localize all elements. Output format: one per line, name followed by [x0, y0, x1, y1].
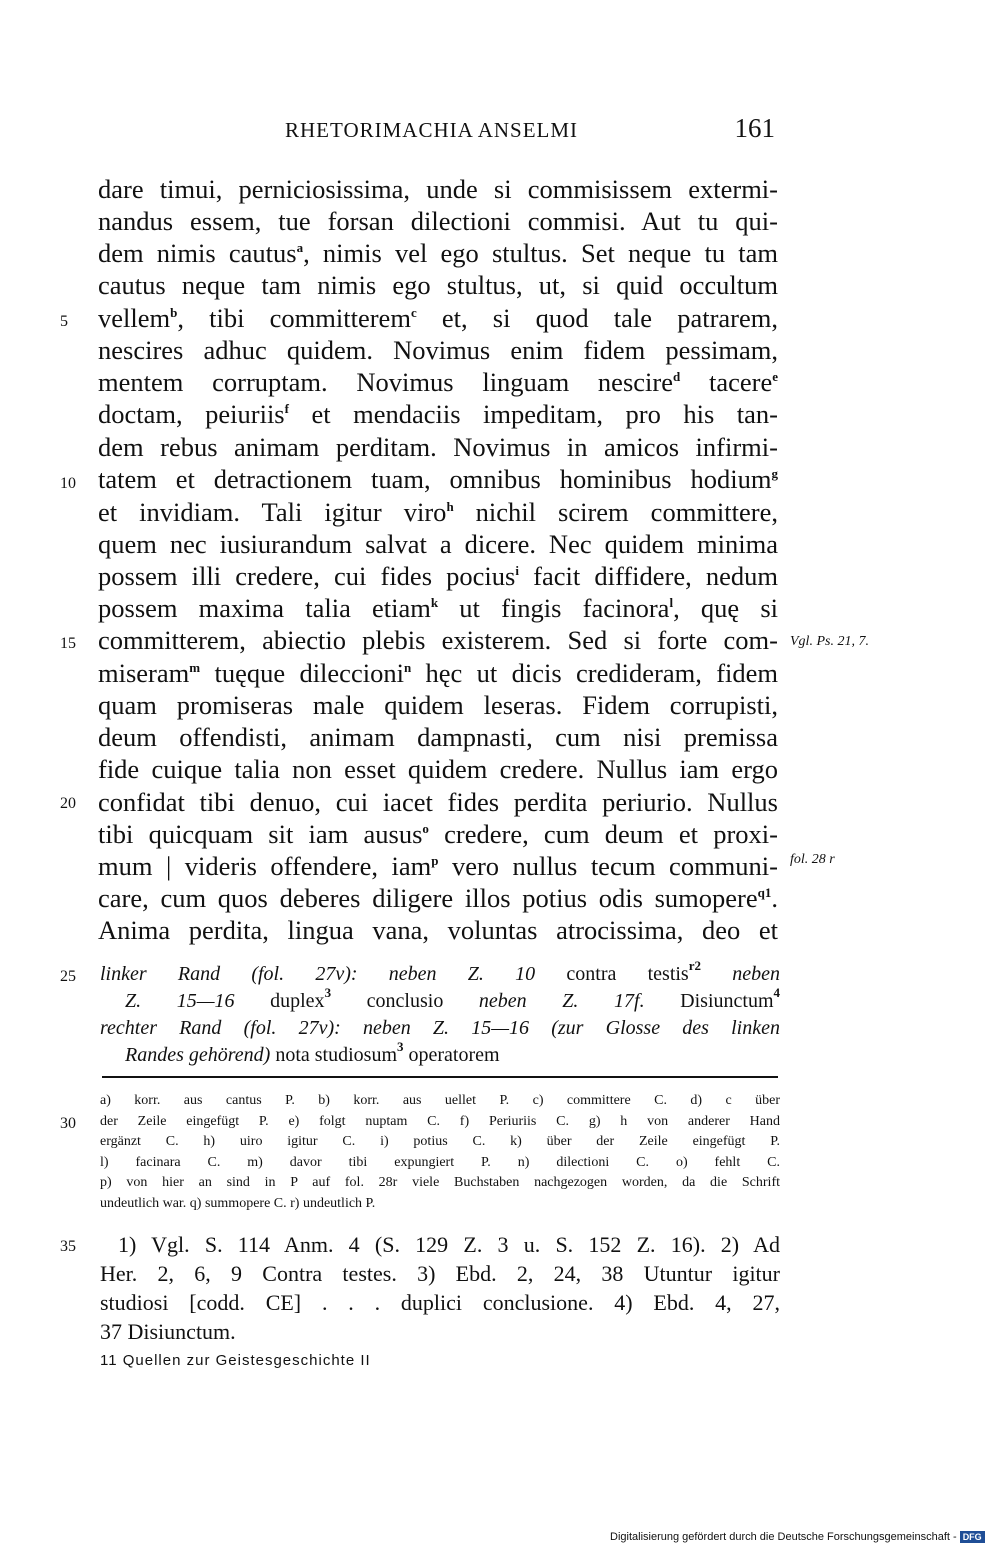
source-note-line: Her. 2, 6, 9 Contra testes. 3) Ebd. 2, 24, 38 Utuntur igitur	[100, 1261, 780, 1286]
text-line: tatem et detractionem tuam, omnibus hominibus hodium$^g$	[98, 464, 778, 494]
source-note-line: studiosi [codd. CE] . . . duplici conclusione. 4) Ebd. 4, 27,	[100, 1290, 780, 1315]
text-line: care, cum quos deberes diligere illos potius odis sumopere$^{q1}$.	[98, 883, 778, 913]
line-number: 35	[60, 1238, 76, 1255]
text-line: dem rebus animam perditam. Novimus in amicos infirmi-	[98, 432, 778, 462]
text-line: mum | videris offendere, iam$^p$ vero nullus tecum communi-	[98, 851, 778, 881]
note-marker: c	[410, 305, 417, 320]
note-marker: h	[446, 499, 454, 514]
line-number: 10	[60, 475, 76, 492]
gloss-line: rechter Rand (fol. 27v): neben Z. 15—16 (zur Glosse des linken	[100, 1017, 780, 1039]
line-number: 25	[60, 968, 76, 985]
divider-rule	[102, 1076, 778, 1078]
apparatus-line: a) korr. aus cantus P. b) korr. aus uellet P. c) committere C. d) c über	[100, 1093, 780, 1108]
text-line: nandus essem, tue forsan dilectioni commisi. Aut tu qui-	[98, 206, 778, 236]
line-number: 15	[60, 635, 76, 652]
page-number: 161	[734, 113, 775, 143]
text-line: possem maxima talia etiam$^k$ ut fingis facinora$^l$, quę si	[98, 593, 779, 623]
text-line: vellem$^b$, tibi committerem$^c$ et, si quod tale patrarem,	[98, 303, 778, 333]
text-line: mentem corruptam. Novimus linguam nescire$^d$ tacere$^e$	[98, 367, 778, 397]
source-note-line: 37 Disiunctum.	[100, 1319, 236, 1344]
digitization-credit	[610, 1531, 985, 1543]
running-title: RHETORIMACHIA ANSELMI	[285, 118, 579, 142]
note-marker: p	[431, 853, 439, 868]
text-line: nescires adhuc quidem. Novimus enim fidem pessimam,	[98, 335, 778, 365]
apparatus-line: l) facinara C. m) davor tibi expungiert P. n) dilectioni C. o) fehlt C.	[100, 1155, 780, 1170]
text-line: et invidiam. Tali igitur viro$^h$ nichil scirem committere,	[98, 497, 778, 527]
dfg-logo: DFG	[960, 1531, 985, 1543]
text-line: possem illi credere, cui fides pocius$^i$ facit diffidere, nedum	[98, 561, 778, 591]
line-number: 20	[60, 795, 76, 812]
apparatus-line: p) von hier an sind in P auf fol. 28r viele Buchstaben nachgezogen worden, da die Schrift	[100, 1175, 780, 1190]
note-marker: q1	[757, 885, 772, 900]
apparatus-line: undeutlich war. q) summopere C. r) undeutlich P.	[100, 1196, 376, 1211]
text-line: quam promiseras male quidem leseras. Fidem corrupisti,	[98, 690, 778, 720]
note-marker: g	[771, 466, 778, 481]
text-line: cautus neque tam nimis ego stultus, ut, si quid occultum	[98, 270, 778, 300]
text-line: Anima perdita, lingua vana, voluntas atrocissima, deo et	[98, 915, 778, 945]
signature-mark: 11 Quellen zur Geistesgeschichte II	[100, 1352, 371, 1369]
note-marker: n	[403, 660, 412, 675]
line-number: 30	[60, 1115, 76, 1132]
gloss-line: Randes gehörend) nota studiosum$^3$ operatorem	[125, 1039, 500, 1066]
note-marker: i	[515, 563, 519, 578]
gloss-line: linker Rand (fol. 27v): neben Z. 10 contra testis$^{r2}$ neben	[100, 958, 780, 985]
apparatus-line: ergänzt C. h) uiro igitur C. i) potius C. k) über der Zeile eingefügt P.	[100, 1134, 780, 1149]
note-marker: o	[422, 821, 429, 836]
text-line: dare timui, perniciosissima, unde si commisissem extermi-	[98, 174, 778, 204]
credit-text: Digitalisierung gefördert durch die Deutsche Forschungsgemeinschaft -	[610, 1531, 957, 1543]
gloss-line: Z. 15—16 duplex$^3$ conclusio neben Z. 17f. Disiunctum$^4$	[125, 985, 781, 1012]
text-line: quem nec iusiurandum salvat a dicere. Nec quidem minima	[98, 529, 778, 559]
apparatus-line: der Zeile eingefügt P. e) folgt nuptam C. f) Periuriis C. g) h von anderer Hand	[100, 1114, 780, 1129]
note-marker: e	[772, 369, 778, 384]
note-marker: f	[284, 401, 289, 416]
note-marker: m	[189, 660, 201, 675]
source-note-line: 1) Vgl. S. 114 Anm. 4 (S. 129 Z. 3 u. S. 152 Z. 16). 2) Ad	[118, 1232, 780, 1257]
text-line: confidat tibi denuo, cui iacet fides perdita periurio. Nullus	[98, 787, 778, 817]
note-marker: d	[672, 369, 681, 384]
text-line: doctam, peiuriis$^f$ et mendaciis impeditam, pro his tan-	[98, 399, 778, 429]
text-line: tibi quicquam sit iam ausus$^o$ credere, cum deum et proxi-	[98, 819, 778, 849]
text-line: fide cuique talia non esset quidem credere. Nullus iam ergo	[98, 754, 778, 784]
text-line: dem nimis cautus$^a$, nimis vel ego stultus. Set neque tu tam	[98, 238, 778, 268]
text-line: deum offendisti, animam dampnasti, cum nisi premissa	[98, 722, 778, 752]
text-line: committerem, abiectio plebis existerem. Sed si forte com-	[98, 625, 778, 655]
text-line: miseram$^m$ tuęque dileccioni$^n$ hęc ut dicis credideram, fidem	[98, 658, 779, 688]
note-marker: a	[296, 240, 304, 255]
margin-note-psalm: Vgl. Ps. 21, 7.	[790, 634, 869, 649]
note-marker: k	[430, 595, 439, 610]
margin-note-folio: fol. 28 r	[790, 852, 835, 867]
note-marker: l	[669, 595, 674, 610]
line-number: 5	[60, 313, 68, 330]
running-header	[285, 113, 775, 146]
note-marker: b	[170, 305, 178, 320]
